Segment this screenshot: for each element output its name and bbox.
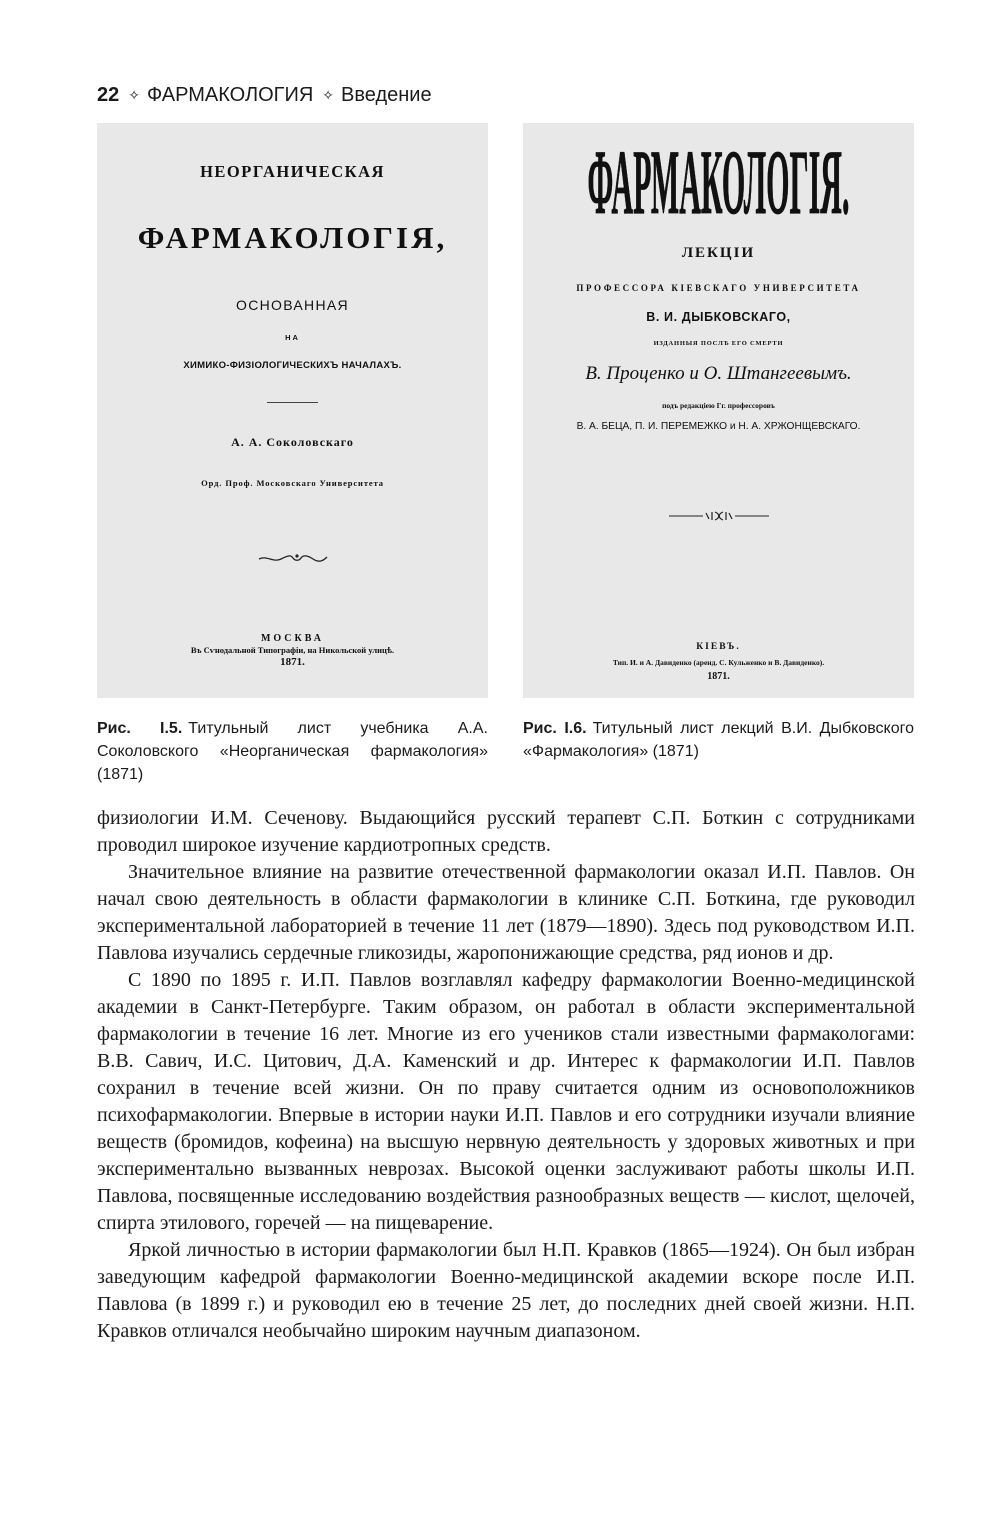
title-page-on: НА	[285, 333, 300, 342]
paragraph: физиологии И.М. Сеченову. Выдающийся русский терапевт С.П. Боткин с сотрудниками проводил широкое изучение кардиотропных средств.	[97, 807, 915, 856]
title-page-title: ФАРМАКОЛОГІЯ,	[137, 220, 448, 255]
title-page-based: ОСНОВАННАЯ	[236, 297, 349, 313]
title-page-affiliation: ПРОФЕССОРА КІЕВСКАГО УНИВЕРСИТЕТА	[576, 283, 861, 293]
paragraph: С 1890 по 1895 г. И.П. Павлов возглавлял кафедру фармакологии Военно-медицинской академии в Санкт-Петербурге. Таким образом, он работал в области экспериментальной фармакологии в течение 16 лет. Многие из его учеников стали известными фармакологами: В.В. Савич, И.С. Цитович, Д.А. Каменский и др. Интерес к фармакологии И.П. Павлов сохранил в течение всей жизни. Он по праву считается одним из основоположников психофармакологии. Впервые в истории науки И.П. Павлов и его сотрудники изучали влияние веществ (бромидов, кофеина) на высшую нервную деятельность у здоровых животных и при экспериментально вызванных неврозах. Высокой оценки заслуживают работы школы И.П. Павлова, посвященные исследованию воздействия разнообразных веществ — кислот, щелочей, спирта этилового, горечей — на пищеварение.	[97, 969, 915, 1234]
title-page-publishers: В. Проценко и О. Штангеевымъ.	[585, 363, 852, 384]
figure-caption	[97, 717, 488, 786]
book-title: ФАРМАКОЛОГИЯ	[146, 84, 314, 106]
title-page-author: В. И. ДЫБКОВСКАГО,	[646, 310, 791, 324]
page-number: 22	[97, 84, 120, 106]
title-page-printer: Въ Сѵнодальной Типографіи, на Никольской улицѣ.	[190, 645, 395, 655]
figure-title-page-sokolovsky	[97, 123, 488, 698]
title-page-principles: ХИМИКО-ФИЗІОЛОГИЧЕСКИХЪ НАЧАЛАХЪ.	[183, 360, 402, 371]
title-page-author: А. А. Соколовскаго	[231, 435, 354, 449]
figure-caption-label: Рис. I.5.	[97, 720, 183, 737]
figure-caption	[523, 717, 914, 763]
ornament-divider-icon	[523, 509, 914, 521]
running-head	[97, 82, 432, 108]
title-page-subtitle: НЕОРГАНИЧЕСКАЯ	[200, 162, 385, 181]
figure-caption-text: Титульный лист учебника А.А. Соколовского «Неорганическая фармакология» (1871)	[97, 720, 488, 783]
title-page-rule	[267, 402, 318, 403]
figure-caption-text: Титульный лист лекций В.И. Дыбковского «Фармакология» (1871)	[523, 720, 915, 760]
title-page-city: КІЕВЪ.	[696, 642, 741, 652]
paragraph: Значительное влияние на развитие отечественной фармакологии оказал И.П. Павлов. Он начал свою деятельность в области фармакологии в клинике С.П. Боткина, где руководил экспериментальной лабораторией в течение 11 лет (1879—1890). Здесь под руководством И.П. Павлова изучались сердечные гликозиды, жаропонижающие средства, ряд ионов и др.	[97, 861, 915, 964]
title-page-city: МОСКВА	[260, 633, 325, 644]
title-page-title-graphic	[523, 123, 914, 233]
figure-caption-label: Рис. I.6.	[523, 720, 587, 737]
title-page-published-note: ИЗДАННЫЯ ПОСЛѢ ЕГО СМЕРТИ	[653, 340, 784, 347]
paragraph: Яркой личностью в истории фармакологии был Н.П. Кравков (1865—1924). Он был избран заведующим кафедрой фармакологии Военно-медицинской академии вскоре после И.П. Павлова (в 1899 г.) и руководил ею в течение 25 лет, до последних дней своей жизни. Н.П. Кравков отличался необычайно широким научным диапазоном.	[97, 1239, 915, 1342]
body-text	[97, 805, 915, 1345]
separator-star-icon: ✧	[128, 88, 140, 104]
title-page-year: 1871.	[280, 656, 305, 668]
title-page-title: ФАРМАКОЛОГІЯ.	[587, 131, 850, 233]
figure-title-page-dybkovsky	[523, 123, 914, 698]
title-page-editors: В. А. БЕЦА, П. И. ПЕРЕМЕЖКО и Н. А. ХРЖОНЩЕВСКАГО.	[576, 421, 861, 432]
title-page-year: 1871.	[707, 671, 730, 682]
title-page-edited-note: подъ редакціею Гг. профессоровъ	[662, 401, 775, 410]
ornament-flourish-icon	[97, 551, 488, 565]
title-page-kind: ЛЕКЦІИ	[681, 245, 756, 261]
title-page-printer: Тип. И. и А. Давиденко (аренд. С. Кульженко и В. Давиденко).	[612, 658, 825, 667]
title-page-author-position: Орд. Проф. Московскаго Университета	[201, 478, 384, 488]
separator-star-icon: ✧	[322, 88, 335, 104]
section-title: Введение	[341, 84, 432, 106]
